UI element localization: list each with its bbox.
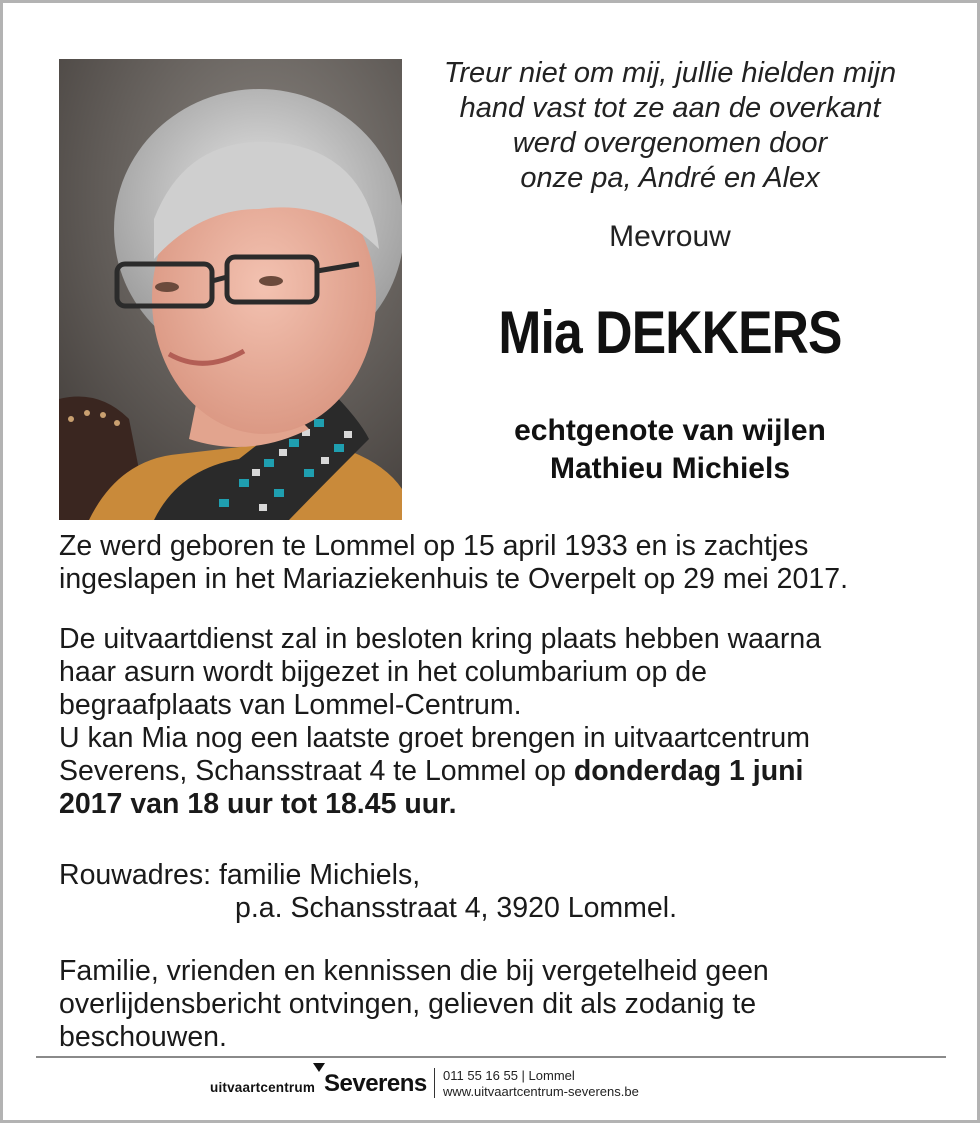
text-line: Ze werd geboren te Lommel op 15 april 1933 en is zachtjes: [59, 530, 809, 562]
footer-divider: [36, 1056, 946, 1058]
text-line: [59, 755, 939, 788]
footer-contact: [443, 1068, 639, 1100]
text-span: Severens, Schansstraat 4 te Lommel op: [59, 755, 574, 787]
mourning-address: [59, 859, 939, 925]
verse-line: Treur niet om mij, jullie hielden mijn: [443, 57, 897, 89]
verse-line: werd overgenomen door: [512, 127, 828, 159]
text-line: [59, 788, 939, 821]
text-line: Familie, vrienden en kennissen die bij vergetelheid geen: [59, 955, 769, 987]
text-line: beschouwen.: [59, 1021, 227, 1053]
service-paragraph: [59, 623, 939, 821]
text-line: haar asurn wordt bijgezet in het columbarium op de: [59, 656, 707, 688]
logo-subtitle: uitvaartcentrum: [210, 1080, 316, 1095]
spouse-info: [410, 412, 930, 488]
visitation-date: donderdag 1 juni: [573, 755, 804, 787]
text-line: U kan Mia nog een laatste groet brengen in uitvaartcentrum: [59, 722, 810, 754]
portrait-illustration: [59, 59, 402, 520]
visitation-time: 2017 van 18 uur tot 18.45 uur.: [59, 788, 457, 820]
address-line: p.a. Schansstraat 4, 3920 Lommel.: [235, 892, 678, 924]
honorific: Mevrouw: [609, 220, 731, 253]
spouse-name: Mathieu Michiels: [549, 452, 791, 485]
text-line: ingeslapen in het Mariaziekenhuis te Overpelt op 29 mei 2017.: [59, 563, 848, 595]
notice-paragraph: [59, 955, 939, 1054]
memorial-verse: [410, 56, 930, 196]
text-line: overlijdensbericht ontvingen, gelieven dit als zodanig te: [59, 988, 757, 1020]
spouse-relation: echtgenote van wijlen: [514, 414, 826, 447]
deceased-name: Mia DEKKERS: [498, 299, 842, 366]
verse-line: hand vast tot ze aan de overkant: [459, 92, 881, 124]
logo-separator: [434, 1068, 435, 1098]
website-link[interactable]: www.uitvaartcentrum-severens.be: [443, 1084, 639, 1099]
logo-wordmark: Severens: [324, 1070, 427, 1097]
portrait-photo: [59, 59, 402, 520]
birth-death-paragraph: [59, 530, 939, 596]
text-line: De uitvaartdienst zal in besloten kring plaats hebben waarna: [59, 623, 822, 655]
address-label: Rouwadres: familie Michiels,: [59, 859, 421, 891]
phone-location: 011 55 16 55 | Lommel: [443, 1068, 575, 1083]
text-line: begraafplaats van Lommel-Centrum.: [59, 689, 522, 721]
verse-line: onze pa, André en Alex: [520, 162, 820, 194]
